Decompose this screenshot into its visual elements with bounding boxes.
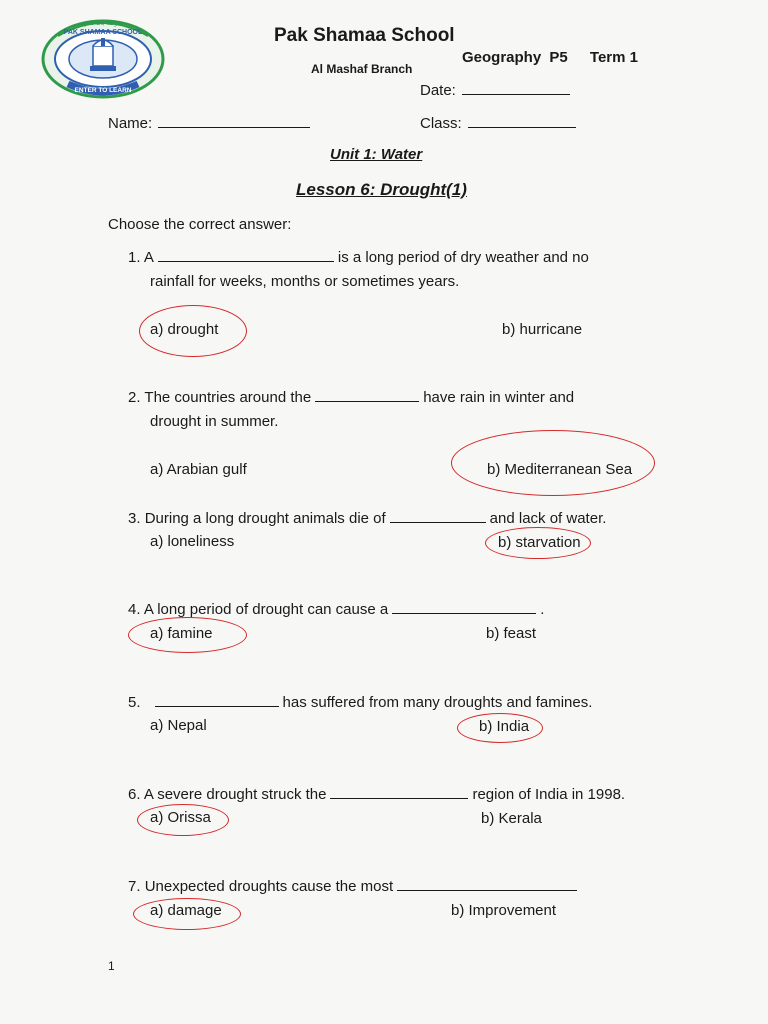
question-3: 3. During a long drought animals die of and lack of water. (128, 510, 607, 527)
term: Term 1 (589, 49, 638, 66)
q5-answer-circle (457, 713, 543, 743)
q5-option-a[interactable]: a) Nepal (150, 717, 207, 734)
page-number: 1 (108, 959, 115, 973)
logo-motto: ENTER TO LEARN (74, 87, 132, 94)
q5-option-b[interactable]: b) India (479, 718, 530, 735)
school-name: Pak Shamaa School (274, 25, 455, 46)
class-label: Class: (420, 115, 462, 132)
logo-arabic-text: مدرسة باك شمع (82, 20, 124, 27)
q6-option-b[interactable]: b) Kerala (481, 810, 542, 827)
unit-title: Unit 1: Water (330, 146, 423, 163)
q1-answer-circle (139, 305, 247, 357)
q1-option-b[interactable]: b) hurricane (502, 321, 583, 338)
q6-answer-circle (137, 804, 229, 836)
instruction: Choose the correct answer: (108, 216, 292, 233)
school-logo (38, 16, 168, 102)
name-label: Name: (108, 115, 153, 132)
q4-answer-circle (128, 617, 247, 653)
date-field[interactable] (420, 82, 570, 99)
lesson-title: Lesson 6: Drought(1) (296, 180, 467, 199)
q7-option-b[interactable]: b) Improvement (451, 902, 557, 919)
q1-option-a[interactable]: a) drought (150, 321, 219, 338)
question-2: 2. The countries around the have rain in winter and (128, 389, 575, 406)
question-2-line2: drought in summer. (150, 413, 279, 430)
q4-option-a[interactable]: a) famine (150, 625, 213, 642)
question-1-line2: rainfall for weeks, months or sometimes years. (150, 273, 460, 290)
q7-answer-circle (133, 898, 241, 930)
question-5: 5. has suffered from many droughts and famines. (128, 694, 593, 711)
q3-option-a[interactable]: a) loneliness (150, 533, 235, 550)
name-field[interactable] (108, 115, 310, 132)
subject-line (462, 49, 638, 66)
date-label: Date: (420, 82, 456, 99)
question-7: 7. Unexpected droughts cause the most (128, 878, 581, 895)
class-field[interactable] (420, 115, 576, 132)
branch-name: Al Mashaf Branch (311, 62, 413, 76)
q2-option-b[interactable]: b) Mediterranean Sea (487, 461, 633, 478)
q3-option-b[interactable]: b) starvation (498, 534, 581, 551)
q7-option-a[interactable]: a) damage (150, 902, 222, 919)
grade: P5 (549, 49, 568, 66)
question-6: 6. A severe drought struck the region of India in 1998. (128, 786, 626, 803)
q4-option-b[interactable]: b) feast (486, 625, 537, 642)
subject: Geography (462, 49, 542, 66)
logo-ring-text: PAK SHAMAA SCHOOL (63, 29, 143, 36)
q2-option-a[interactable]: a) Arabian gulf (150, 461, 247, 478)
q6-option-a[interactable]: a) Orissa (150, 809, 211, 826)
q3-answer-circle (485, 527, 591, 559)
question-4: 4. A long period of drought can cause a . (128, 601, 545, 618)
q2-answer-circle (451, 430, 655, 496)
question-1: 1. A is a long period of dry weather and no (128, 249, 589, 266)
